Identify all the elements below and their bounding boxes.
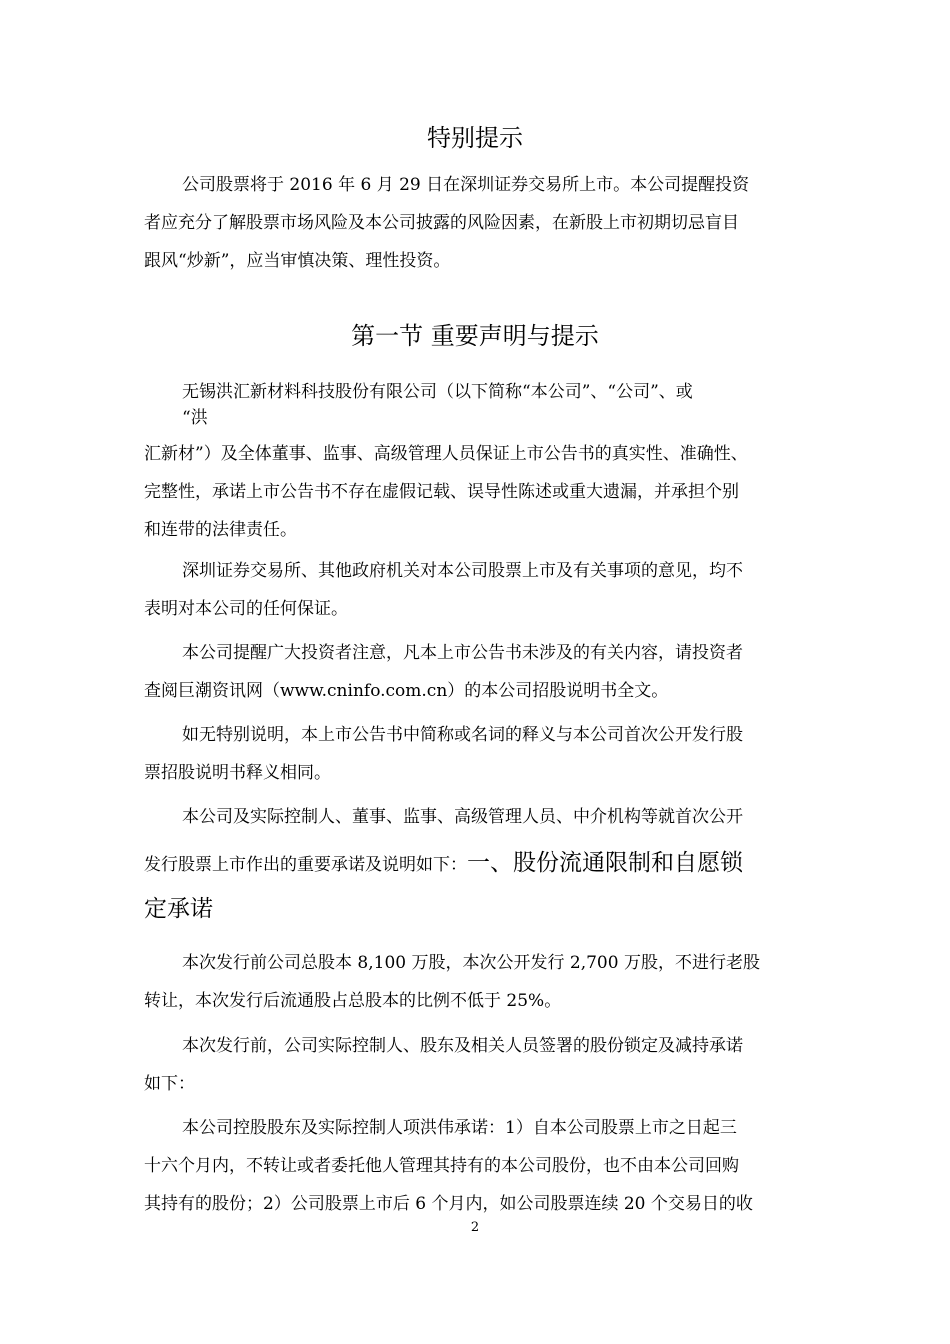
subsection-heading-share-lockup: 一、股份流通限制和自愿锁 bbox=[467, 850, 743, 876]
subsection-heading-share-lockup-cont: 定承诺 bbox=[144, 896, 213, 922]
text-line: 票招股说明书释义相同。 bbox=[144, 763, 331, 783]
text-line: 汇新材”）及全体董事、监事、高级管理人员保证上市公告书的真实性、准确性、 bbox=[144, 444, 748, 464]
text-line: 无锡洪汇新材料科技股份有限公司（以下简称“本公司”、“公司”、或 bbox=[182, 382, 693, 402]
section-one-title: 第一节 重要声明与提示 bbox=[351, 322, 599, 350]
special-notice-paragraph bbox=[144, 166, 824, 280]
text-line: 跟风“炒新”，应当审慎决策、理性投资。 bbox=[144, 251, 451, 271]
statement-paragraph-3 bbox=[144, 634, 824, 710]
statement-paragraph-1 bbox=[144, 435, 824, 549]
text-line: 本次发行前，公司实际控制人、股东及相关人员签署的股份锁定及减持承诺 bbox=[182, 1036, 743, 1056]
text-line: 本公司控股股东及实际控制人项洪伟承诺：1）自本公司股票上市之日起三 bbox=[182, 1118, 737, 1138]
text-line: 者应充分了解股票市场风险及本公司披露的风险因素，在新股上市初期切忌盲目 bbox=[144, 213, 739, 233]
text-line: 转让，本次发行后流通股占总股本的比例不低于 25%。 bbox=[144, 991, 562, 1011]
statement-paragraph-5-continued bbox=[144, 840, 824, 932]
statement-paragraph-2 bbox=[144, 552, 824, 628]
page-number: 2 bbox=[470, 1220, 480, 1235]
special-notice-title: 特别提示 bbox=[427, 124, 523, 152]
text-line: 公司股票将于 2016 年 6 月 29 日在深圳证券交易所上市。本公司提醒投资 bbox=[182, 175, 750, 195]
text-line bbox=[144, 840, 824, 886]
statement-paragraph-1-head bbox=[144, 379, 824, 431]
text-line: “洪 bbox=[182, 408, 208, 428]
text-line: 表明对本公司的任何保证。 bbox=[144, 599, 348, 619]
text-line: 深圳证券交易所、其他政府机关对本公司股票上市及有关事项的意见，均不 bbox=[182, 561, 743, 581]
text-line: 和连带的法律责任。 bbox=[144, 520, 297, 540]
statement-paragraph-5 bbox=[144, 798, 824, 836]
text-line: 本公司提醒广大投资者注意，凡本上市公告书未涉及的有关内容，请投资者 bbox=[182, 643, 743, 663]
text-line: 其持有的股份；2）公司股票上市后 6 个月内，如公司股票连续 20 个交易日的收 bbox=[144, 1194, 753, 1214]
text-line: 完整性，承诺上市公告书不存在虚假记载、误导性陈述或重大遗漏，并承担个别 bbox=[144, 482, 739, 502]
lockup-intro-paragraph bbox=[144, 1027, 824, 1103]
text-line: 如下： bbox=[144, 1074, 195, 1094]
text-line: 本次发行前公司总股本 8,100 万股，本次公开发行 2,700 万股，不进行老股 bbox=[182, 953, 760, 973]
text-line: 本公司及实际控制人、董事、监事、高级管理人员、中介机构等就首次公开 bbox=[182, 807, 743, 827]
share-capital-paragraph bbox=[144, 944, 824, 1020]
text-run: 发行股票上市作出的重要承诺及说明如下： bbox=[144, 855, 467, 875]
text-line: 如无特别说明，本上市公告书中简称或名词的释义与本公司首次公开发行股 bbox=[182, 725, 743, 745]
controller-commitment-paragraph bbox=[144, 1109, 824, 1223]
text-line: 查阅巨潮资讯网（www.cninfo.com.cn）的本公司招股说明书全文。 bbox=[144, 681, 669, 701]
statement-paragraph-4 bbox=[144, 716, 824, 792]
text-line: 十六个月内，不转让或者委托他人管理其持有的本公司股份，也不由本公司回购 bbox=[144, 1156, 739, 1176]
